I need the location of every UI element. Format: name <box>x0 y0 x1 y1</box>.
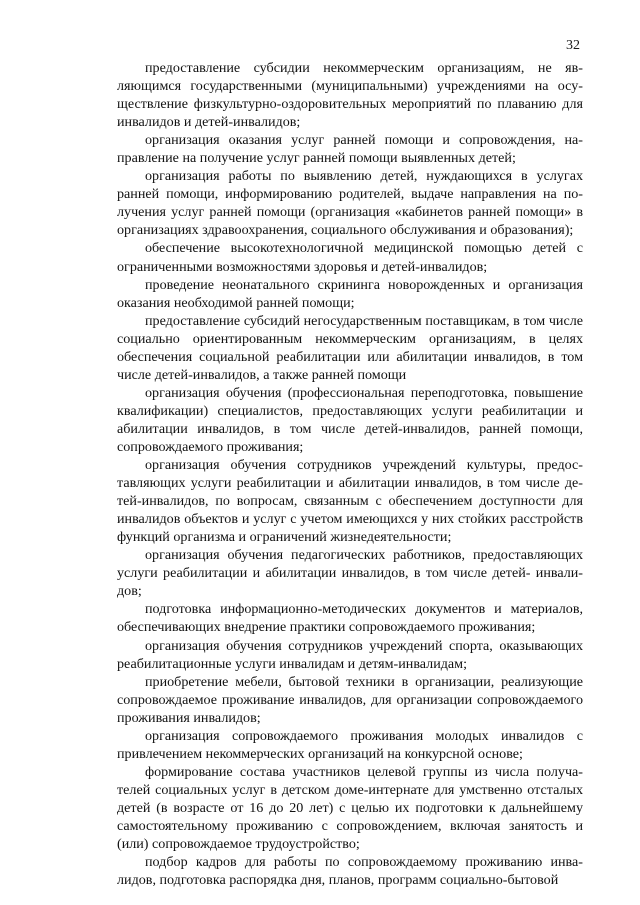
page-number: 32 <box>566 38 580 53</box>
paragraph: формирование состава участников целевой группы из числа получателей социальных услуг в детском доме-интернате для умственно отсталых детей (в возрасте от 16 до 20 лет) с целью их подготовки к дальнейшему самостоятельному проживанию с сопровождением, включая занятость и (или) сопровождаемое трудоустройство; <box>117 763 583 853</box>
paragraph: организация обучения сотрудников учреждений культуры, предоставляющих услуги реабилитации и абилитации инвалидов, в том числе детей-инвалидов, по вопросам, связанным с обеспечением доступности для инвалидов объектов и услуг с учетом имеющихся у них стойких расстройств функций организма и ограничений жизнедеятельности; <box>117 457 583 546</box>
paragraph: обеспечение высокотехнологичной медицинской помощью детей с ограниченными возможностями здоровья и детей-инвалидов; <box>117 240 583 275</box>
paragraph: проведение неонатального скрининга новорожденных и организация оказания необходимой ранней помощи; <box>117 276 583 311</box>
paragraph: организация оказания услуг ранней помощи и сопровождения, направление на получение услуг ранней помощи выявленных детей; <box>117 132 583 167</box>
paragraph: предоставление субсидий негосударственным поставщикам, в том числе социально ориентированным некоммерческим организациям, в целях обеспечения социальной реабилитации или абилитации инвалидов, в том числе детей-инвалидов, а также ранней помощи <box>117 312 583 383</box>
paragraph: организация работы по выявлению детей, нуждающихся в услугах ранней помощи, информированию родителей, выдаче направления на получения услуг ранней помощи (организация «кабинетов ранней помощи» в организациях здравоохранения, социального обслуживания и образования); <box>117 168 583 239</box>
document-body <box>117 59 583 889</box>
paragraph: подбор кадров для работы по сопровождаемому проживанию инвалидов, подготовка распорядка дня, планов, программ социально-бытовой <box>117 854 583 889</box>
paragraph: организация обучения (профессиональная переподготовка, повышение квалификации) специалистов, предоставляющих услуги реабилитации и абилитации инвалидов, в том числе детей-инвалидов, ранней помощи, сопровождаемого проживания; <box>117 384 583 455</box>
paragraph: предоставление субсидии некоммерческим организациям, не являющимся государственными (муниципальными) учреждениями на осуществление физкультурно-оздоровительных мероприятий по плаванию для инвалидов и детей-инвалидов; <box>117 60 583 131</box>
paragraph: организация обучения сотрудников учреждений спорта, оказывающих реабилитационные услуги инвалидам и детям-инвалидам; <box>117 637 583 672</box>
paragraph: подготовка информационно-методических документов и материалов, обеспечивающих внедрение практики сопровождаемого проживания; <box>117 601 583 636</box>
paragraph: организация сопровождаемого проживания молодых инвалидов с привлечением некоммерческих организаций на конкурсной основе; <box>117 727 583 762</box>
paragraph: приобретение мебели, бытовой техники в организации, реализующие сопровождаемое проживание инвалидов, для организации сопровождаемого проживания инвалидов; <box>117 673 583 726</box>
paragraph: организация обучения педагогических работников, предоставляющих услуги реабилитации и абилитации инвалидов, в том числе детей- инвалидов; <box>117 547 583 600</box>
